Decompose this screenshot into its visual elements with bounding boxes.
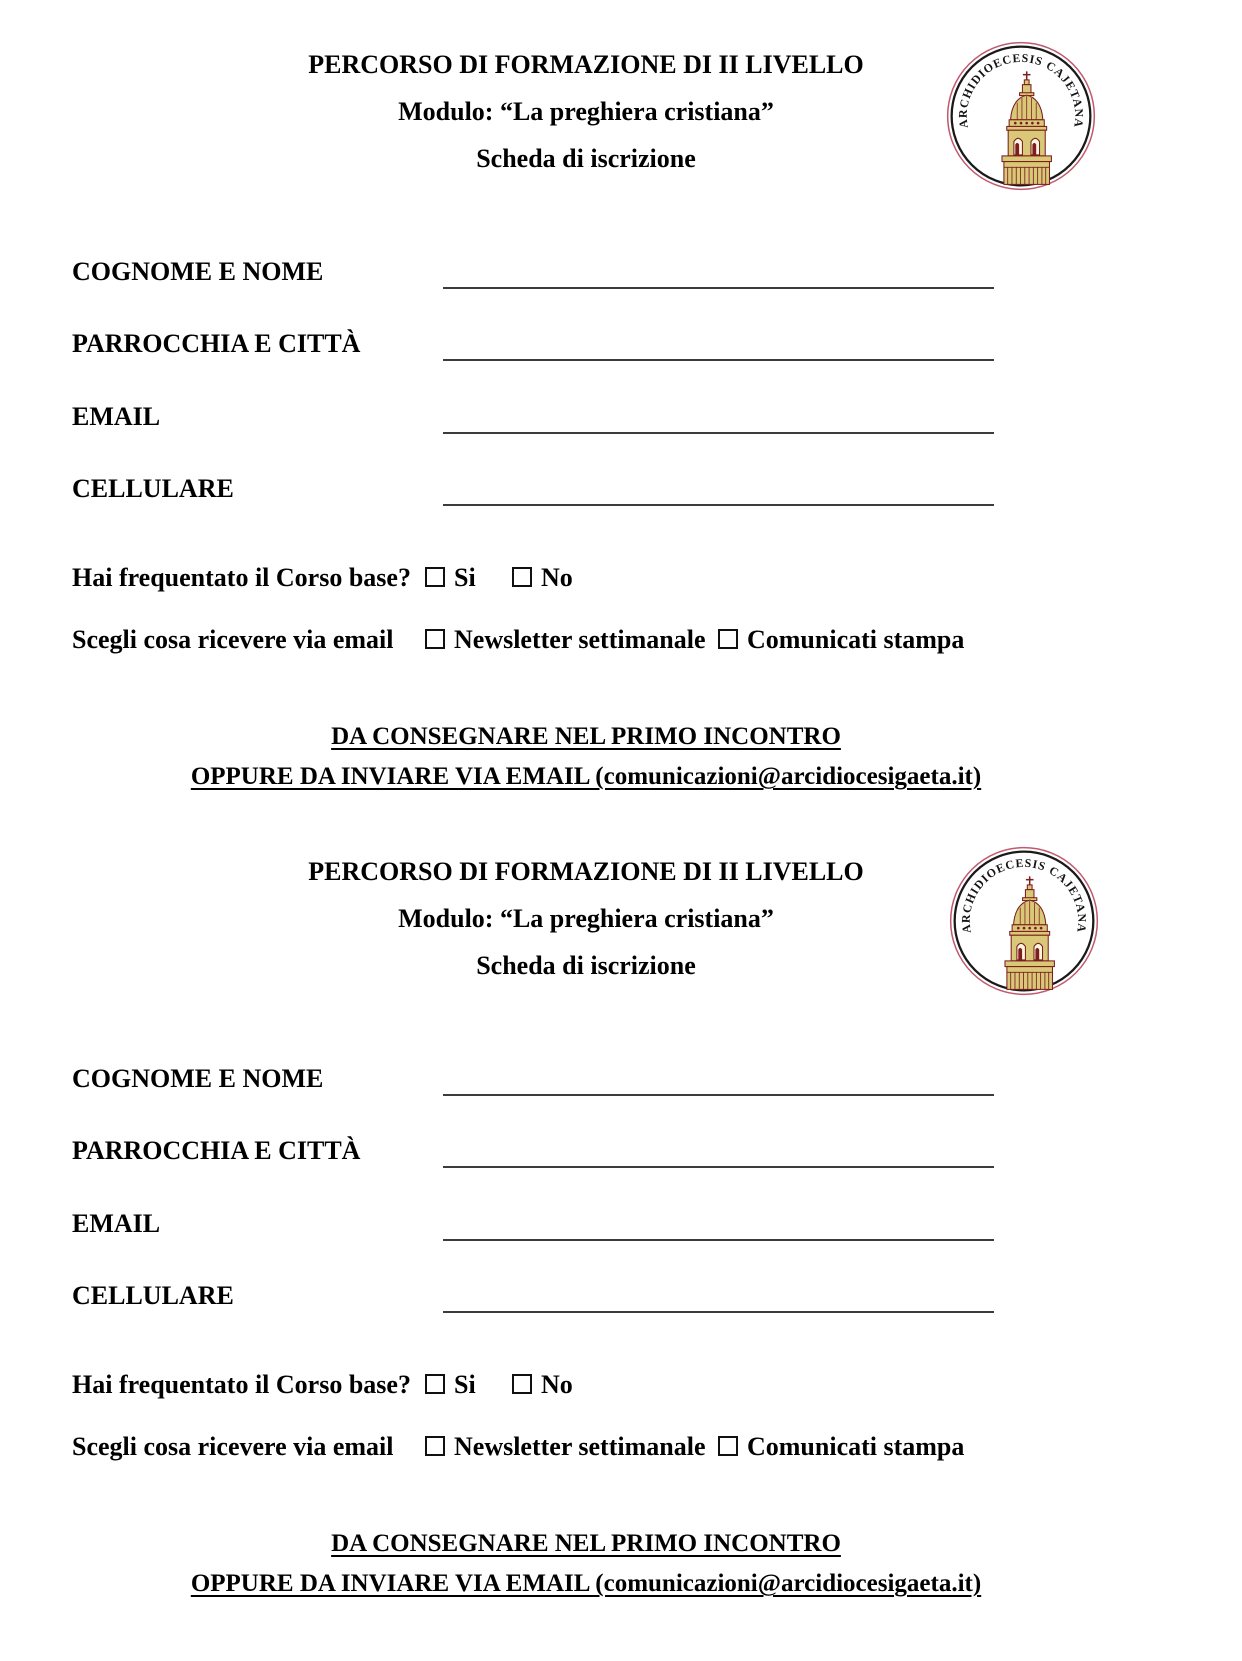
question-corso-base: Hai frequentato il Corso base? [72,1370,411,1399]
field-line-email[interactable] [443,402,994,434]
field-line-cellulare[interactable] [443,474,994,506]
option-comunicati-label: Comunicati stampa [747,625,965,654]
field-line-parrocchia[interactable] [443,329,994,361]
footer-inviare-email: OPPURE DA INVIARE VIA EMAIL (comunicazioni@arcidiocesigaeta.it) [190,763,982,790]
field-line-email[interactable] [443,1209,994,1241]
seal-ring-text: ARCHIDIOECESIS CAJETANA [955,50,1087,130]
option-no-label: No [541,563,573,592]
field-label-cellulare: CELLULARE [72,474,234,503]
page-title: PERCORSO DI FORMAZIONE DI II LIVELLO [308,50,864,79]
archdiocese-seal-logo [948,845,1100,997]
question-corso-base: Hai frequentato il Corso base? [72,563,411,592]
checkbox-newsletter[interactable] [425,1436,445,1456]
option-si-label: Si [454,563,476,592]
sheet-heading: Scheda di iscrizione [476,951,696,980]
seal-graphic [948,845,1100,997]
field-line-cellulare[interactable] [443,1281,994,1313]
field-label-email: EMAIL [72,1209,161,1238]
option-si[interactable] [425,563,476,593]
option-newsletter-label: Newsletter settimanale [454,625,706,654]
footer-inviare-email: OPPURE DA INVIARE VIA EMAIL (comunicazioni@arcidiocesigaeta.it) [190,1570,982,1597]
module-subtitle: Modulo: “La preghiera cristiana” [398,904,774,933]
footer-consegnare: DA CONSEGNARE NEL PRIMO INCONTRO [331,723,841,750]
option-no-label: No [541,1370,573,1399]
checkbox-comunicati[interactable] [718,629,738,649]
field-label-cognome: COGNOME E NOME [72,1064,324,1093]
option-comunicati[interactable] [718,625,964,655]
question-ricevere-email: Scegli cosa ricevere via email [72,1432,394,1461]
checkbox-comunicati[interactable] [718,1436,738,1456]
seal-ring-text: ARCHIDIOECESIS CAJETANA [958,855,1090,935]
page-title: PERCORSO DI FORMAZIONE DI II LIVELLO [308,857,864,886]
module-subtitle: Modulo: “La preghiera cristiana” [398,97,774,126]
option-no[interactable] [512,1370,573,1400]
option-si[interactable] [425,1370,476,1400]
seal-graphic [945,40,1097,192]
archdiocese-seal-logo [945,40,1097,192]
sheet-heading: Scheda di iscrizione [476,144,696,173]
option-newsletter[interactable] [425,625,705,655]
checkbox-no[interactable] [512,567,532,587]
option-comunicati-label: Comunicati stampa [747,1432,965,1461]
checkbox-no[interactable] [512,1374,532,1394]
option-comunicati[interactable] [718,1432,964,1462]
field-label-cognome: COGNOME E NOME [72,257,324,286]
field-label-email: EMAIL [72,402,161,431]
field-label-parrocchia: PARROCCHIA E CITTÀ [72,1136,361,1165]
option-newsletter-label: Newsletter settimanale [454,1432,706,1461]
option-no[interactable] [512,563,573,593]
field-line-parrocchia[interactable] [443,1136,994,1168]
field-line-cognome[interactable] [443,1064,994,1096]
checkbox-si[interactable] [425,1374,445,1394]
option-si-label: Si [454,1370,476,1399]
field-label-parrocchia: PARROCCHIA E CITTÀ [72,329,361,358]
field-label-cellulare: CELLULARE [72,1281,234,1310]
footer-consegnare: DA CONSEGNARE NEL PRIMO INCONTRO [331,1530,841,1557]
question-ricevere-email: Scegli cosa ricevere via email [72,625,394,654]
option-newsletter[interactable] [425,1432,705,1462]
field-line-cognome[interactable] [443,257,994,289]
checkbox-si[interactable] [425,567,445,587]
checkbox-newsletter[interactable] [425,629,445,649]
